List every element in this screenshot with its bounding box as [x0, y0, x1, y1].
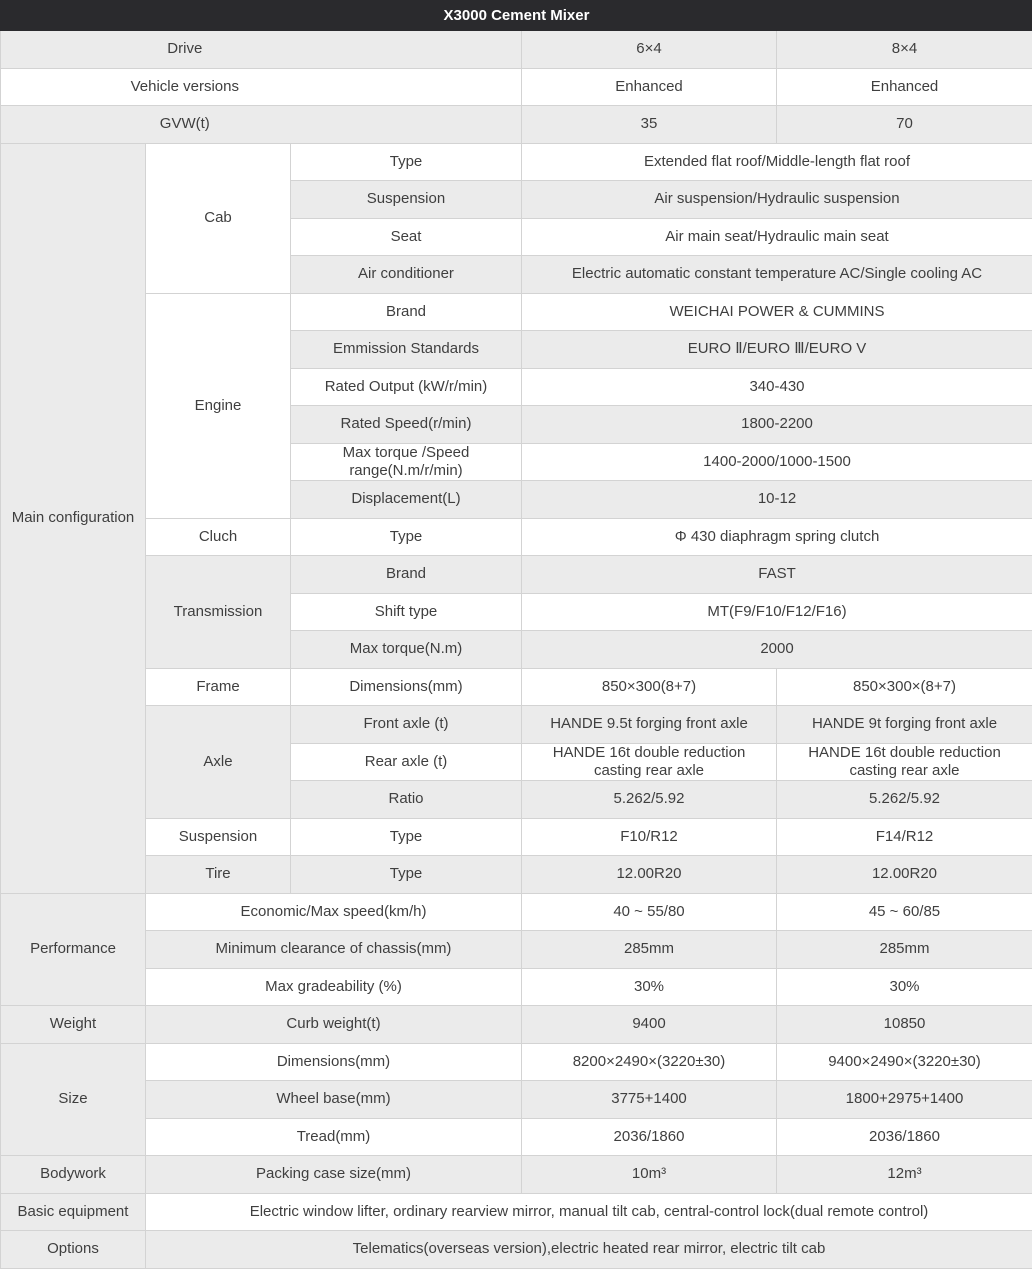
spec-value-8x4: 30%	[777, 968, 1032, 1006]
spec-value-6x4: HANDE 16t double reduction casting rear axle	[522, 743, 777, 781]
spec-value-8x4: 285mm	[777, 931, 1032, 969]
table-row	[1, 68, 1032, 106]
vehicle-versions-value-8x4: Enhanced	[777, 68, 1032, 106]
spec-value-8x4: 850×300×(8+7)	[777, 668, 1032, 706]
spec-value: 10-12	[522, 481, 1032, 519]
spec-label: Tread(mm)	[146, 1118, 522, 1156]
spec-label: Max gradeability (%)	[146, 968, 522, 1006]
spec-label: Rated Output (kW/r/min)	[291, 368, 522, 406]
group-engine: Engine	[146, 293, 291, 518]
spec-value: Air main seat/Hydraulic main seat	[522, 218, 1032, 256]
section-performance: Performance	[1, 893, 146, 1006]
page-title: X3000 Cement Mixer	[1, 1, 1032, 31]
gvw-label	[1, 106, 522, 144]
table-row	[1, 143, 1032, 181]
basic-equipment-value: Electric window lifter, ordinary rearview mirror, manual tilt cab, central-control lock(dual remote control)	[146, 1193, 1032, 1231]
gvw-value-6x4: 35	[522, 106, 777, 144]
drive-label-text: Drive	[7, 40, 363, 58]
table-row	[1, 1118, 1032, 1156]
spec-value-8x4: 1800+2975+1400	[777, 1081, 1032, 1119]
section-size: Size	[1, 1043, 146, 1156]
spec-label: Packing case size(mm)	[146, 1156, 522, 1194]
spec-value-8x4: 45 ~ 60/85	[777, 893, 1032, 931]
group-frame: Frame	[146, 668, 291, 706]
spec-label: Type	[291, 518, 522, 556]
spec-value-8x4: 9400×2490×(3220±30)	[777, 1043, 1032, 1081]
section-options: Options	[1, 1231, 146, 1269]
spec-value: Extended flat roof/Middle-length flat roof	[522, 143, 1032, 181]
spec-value: Air suspension/Hydraulic suspension	[522, 181, 1032, 219]
group-transmission: Transmission	[146, 556, 291, 669]
spec-value-6x4: 8200×2490×(3220±30)	[522, 1043, 777, 1081]
section-weight: Weight	[1, 1006, 146, 1044]
spec-label: Economic/Max speed(km/h)	[146, 893, 522, 931]
group-suspension: Suspension	[146, 818, 291, 856]
spec-label: Dimensions(mm)	[146, 1043, 522, 1081]
spec-value-8x4: 12m³	[777, 1156, 1032, 1194]
spec-label: Rear axle (t)	[291, 743, 522, 781]
spec-label: Minimum clearance of chassis(mm)	[146, 931, 522, 969]
spec-label: Ratio	[291, 781, 522, 819]
table-row	[1, 1193, 1032, 1231]
table-row	[1, 668, 1032, 706]
vehicle-versions-label-text: Vehicle versions	[7, 78, 363, 96]
spec-label: Air conditioner	[291, 256, 522, 294]
drive-value-8x4: 8×4	[777, 31, 1032, 69]
table-row	[1, 968, 1032, 1006]
spec-value-6x4: F10/R12	[522, 818, 777, 856]
section-main-configuration: Main configuration	[1, 143, 146, 893]
section-bodywork: Bodywork	[1, 1156, 146, 1194]
gvw-label-text: GVW(t)	[7, 115, 363, 133]
table-row	[1, 1043, 1032, 1081]
spec-label: Curb weight(t)	[146, 1006, 522, 1044]
spec-value: FAST	[522, 556, 1032, 594]
spec-value: Electric automatic constant temperature AC/Single cooling AC	[522, 256, 1032, 294]
group-axle: Axle	[146, 706, 291, 819]
spec-value-8x4: 10850	[777, 1006, 1032, 1044]
table-row	[1, 106, 1032, 144]
spec-value-6x4: 30%	[522, 968, 777, 1006]
table-row	[1, 1156, 1032, 1194]
table-row	[1, 293, 1032, 331]
table-row	[1, 706, 1032, 744]
table-row	[1, 1231, 1032, 1269]
drive-value-6x4: 6×4	[522, 31, 777, 69]
table-row	[1, 1006, 1032, 1044]
spec-label: Brand	[291, 556, 522, 594]
drive-label	[1, 31, 522, 69]
spec-value-6x4: 10m³	[522, 1156, 777, 1194]
spec-label: Max torque(N.m)	[291, 631, 522, 669]
spec-value-6x4: HANDE 9.5t forging front axle	[522, 706, 777, 744]
options-value: Telematics(overseas version),electric heated rear mirror, electric tilt cab	[146, 1231, 1032, 1269]
spec-label: Emmission Standards	[291, 331, 522, 369]
spec-value: Φ 430 diaphragm spring clutch	[522, 518, 1032, 556]
spec-value-6x4: 12.00R20	[522, 856, 777, 894]
spec-value-8x4: 5.262/5.92	[777, 781, 1032, 819]
table-row	[1, 856, 1032, 894]
group-cluch: Cluch	[146, 518, 291, 556]
spec-value-8x4: HANDE 9t forging front axle	[777, 706, 1032, 744]
spec-label: Type	[291, 856, 522, 894]
spec-label: Wheel base(mm)	[146, 1081, 522, 1119]
spec-label: Dimensions(mm)	[291, 668, 522, 706]
spec-value-6x4: 3775+1400	[522, 1081, 777, 1119]
spec-label: Front axle (t)	[291, 706, 522, 744]
spec-value-6x4: 9400	[522, 1006, 777, 1044]
spec-value-8x4: 2036/1860	[777, 1118, 1032, 1156]
gvw-value-8x4: 70	[777, 106, 1032, 144]
table-row	[1, 31, 1032, 69]
spec-label: Displacement(L)	[291, 481, 522, 519]
spec-value-6x4: 5.262/5.92	[522, 781, 777, 819]
spec-label: Max torque /Speed range(N.m/r/min)	[291, 443, 522, 481]
vehicle-versions-value-6x4: Enhanced	[522, 68, 777, 106]
spec-value-6x4: 40 ~ 55/80	[522, 893, 777, 931]
spec-label: Brand	[291, 293, 522, 331]
spec-label: Suspension	[291, 181, 522, 219]
spec-value: 340-430	[522, 368, 1032, 406]
spec-label: Seat	[291, 218, 522, 256]
table-row	[1, 818, 1032, 856]
spec-value-8x4: 12.00R20	[777, 856, 1032, 894]
spec-value: 1400-2000/1000-1500	[522, 443, 1032, 481]
table-row	[1, 931, 1032, 969]
group-tire: Tire	[146, 856, 291, 894]
spec-value: 1800-2200	[522, 406, 1032, 444]
spec-value-8x4: F14/R12	[777, 818, 1032, 856]
section-basic-equipment: Basic equipment	[1, 1193, 146, 1231]
table-row	[1, 1081, 1032, 1119]
spec-value-6x4: 2036/1860	[522, 1118, 777, 1156]
vehicle-versions-label	[1, 68, 522, 106]
spec-label: Type	[291, 143, 522, 181]
spec-value: EURO Ⅱ/EURO Ⅲ/EURO V	[522, 331, 1032, 369]
spec-value-6x4: 285mm	[522, 931, 777, 969]
spec-label: Type	[291, 818, 522, 856]
group-cab: Cab	[146, 143, 291, 293]
table-row	[1, 556, 1032, 594]
table-header-row	[1, 1, 1032, 31]
spec-value: 2000	[522, 631, 1032, 669]
spec-value: MT(F9/F10/F12/F16)	[522, 593, 1032, 631]
table-row	[1, 893, 1032, 931]
table-row	[1, 518, 1032, 556]
spec-value-6x4: 850×300(8+7)	[522, 668, 777, 706]
spec-label: Shift type	[291, 593, 522, 631]
spec-label: Rated Speed(r/min)	[291, 406, 522, 444]
spec-value: WEICHAI POWER & CUMMINS	[522, 293, 1032, 331]
spec-value-8x4: HANDE 16t double reduction casting rear axle	[777, 743, 1032, 781]
